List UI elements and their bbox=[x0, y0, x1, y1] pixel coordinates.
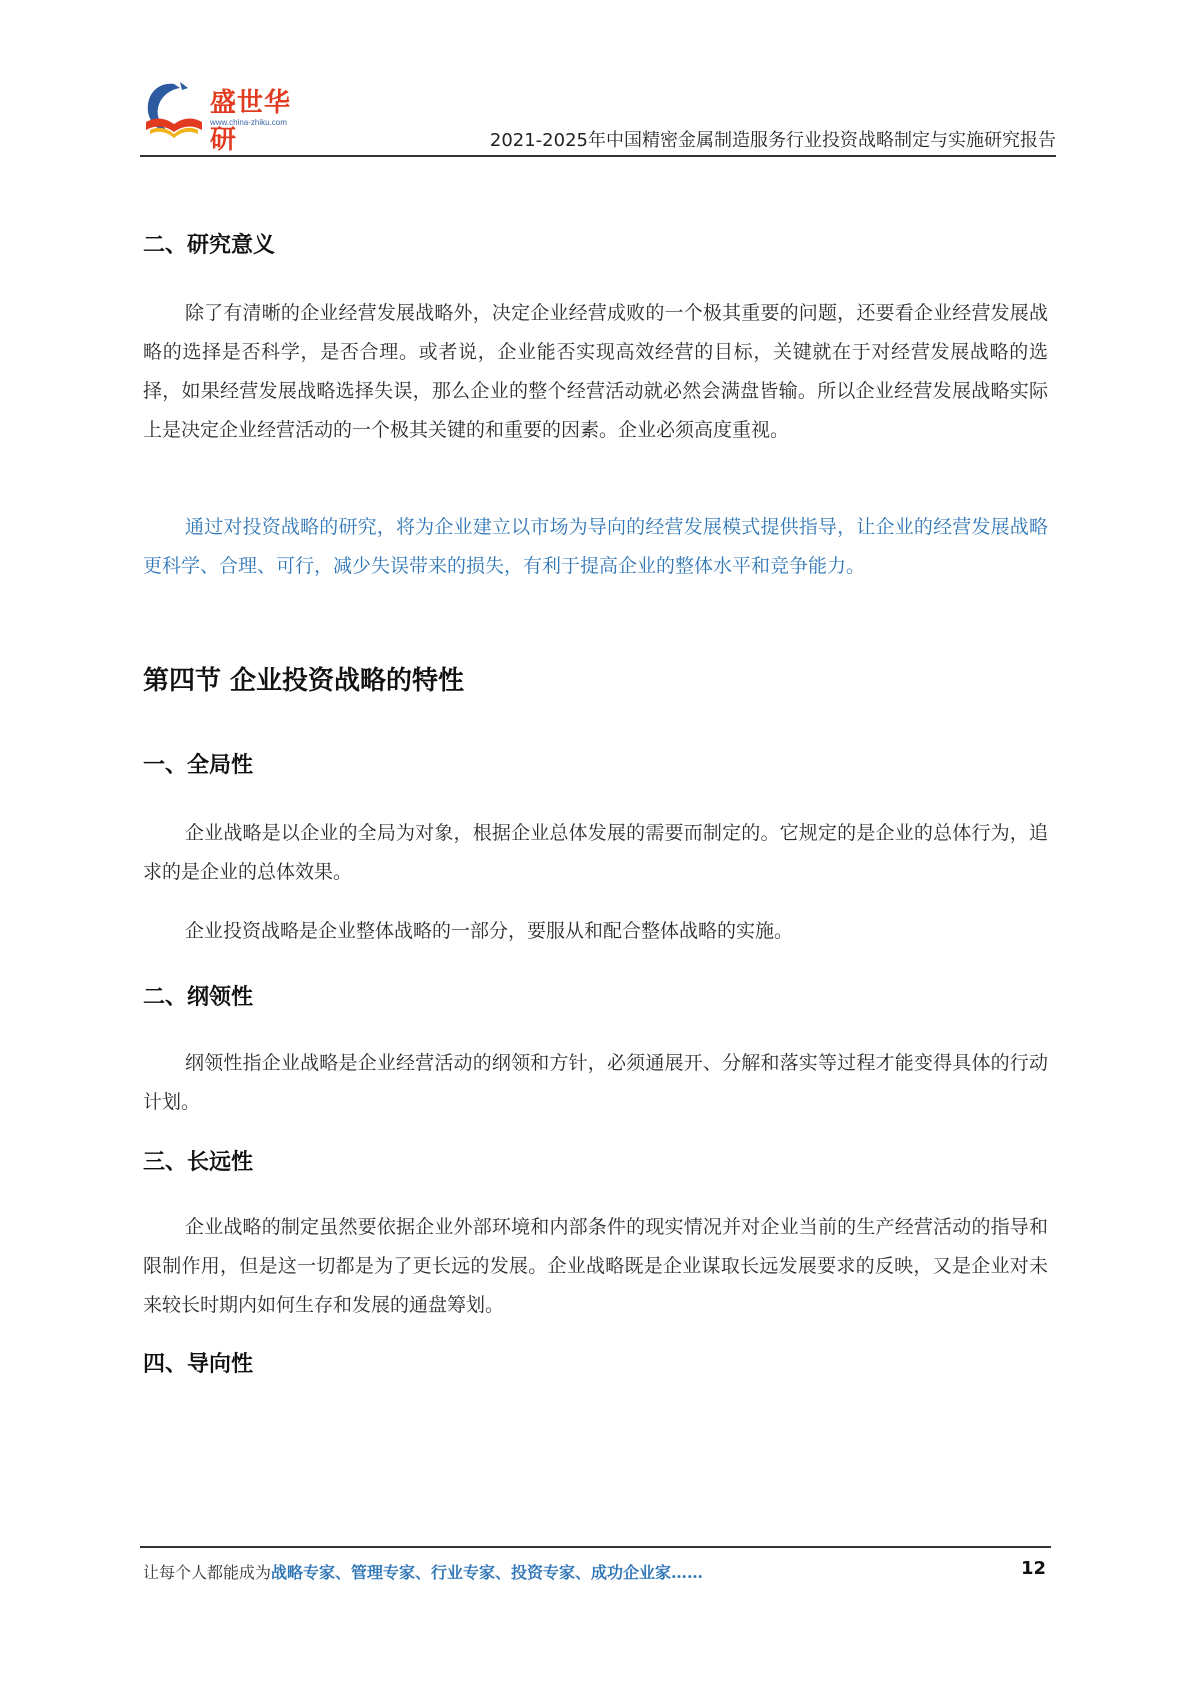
paragraph-significance: 除了有清晰的企业经营发展战略外，决定企业经营成败的一个极其重要的问题，还要看企业经营发展战略的选择是否科学，是否合理。或者说，企业能否实现高效经营的目标，关键就在于对经营发展战略的选择，如果经营发展战略选择失误，那么企业的整个经营活动就必然会满盘皆输。所以企业经营发展战略实际上是决定企业经营活动的一个极其关键的和重要的因素。企业必须高度重视。 bbox=[143, 302, 1048, 441]
paragraph-investment: 企业投资战略是企业整体战略的一部分，要服从和配合整体战略的实施。 bbox=[185, 920, 794, 942]
heading-longterm: 三、长远性 bbox=[143, 1150, 254, 1175]
paragraph-longterm: 企业战略的制定虽然要依据企业外部环境和内部条件的现实情况并对企业当前的生产经营活动的指导和限制作用，但是这一切都是为了更长远的发展。企业战略既是企业谋取长远发展要求的反映，又是企业对未来较长时期内如何生存和发展的通盘筹划。 bbox=[143, 1216, 1048, 1316]
paragraph-guiding: 纲领性指企业战略是企业经营活动的纲领和方针，必须通展开、分解和落实等过程才能变得具体的行动计划。 bbox=[143, 1052, 1048, 1113]
footer-highlight: 战略专家、管理专家、行业专家、投资专家、成功企业家…… bbox=[271, 1563, 704, 1582]
logo-url: www.china-zhiku.com bbox=[210, 118, 287, 127]
page-number: 12 bbox=[1020, 1558, 1046, 1579]
section-title: 第四节 企业投资战略的特性 bbox=[143, 666, 465, 696]
logo-book-icon bbox=[140, 78, 208, 142]
logo-name: 盛世华研 bbox=[210, 88, 292, 155]
footer-prefix: 让每个人都能成为 bbox=[143, 1563, 272, 1582]
company-logo bbox=[140, 78, 310, 155]
header-divider bbox=[140, 155, 1056, 157]
heading-research-significance: 二、研究意义 bbox=[143, 233, 276, 258]
heading-oriented: 四、导向性 bbox=[143, 1352, 254, 1377]
footer-divider bbox=[140, 1546, 1051, 1548]
paragraph-global: 企业战略是以企业的全局为对象，根据企业总体发展的需要而制定的。它规定的是企业的总体行为，追求的是企业的总体效果。 bbox=[143, 822, 1048, 883]
footer-slogan bbox=[143, 1560, 703, 1583]
paragraph-highlight: 通过对投资战略的研究，将为企业建立以市场为导向的经营发展模式提供指导，让企业的经营发展战略更科学、合理、可行，减少失误带来的损失，有利于提高企业的整体水平和竞争能力。 bbox=[143, 516, 1048, 577]
heading-global: 一、全局性 bbox=[143, 753, 254, 778]
heading-guiding: 二、纲领性 bbox=[143, 985, 254, 1010]
report-title: 2021-2025年中国精密金属制造服务行业投资战略制定与实施研究报告 bbox=[489, 130, 1056, 151]
